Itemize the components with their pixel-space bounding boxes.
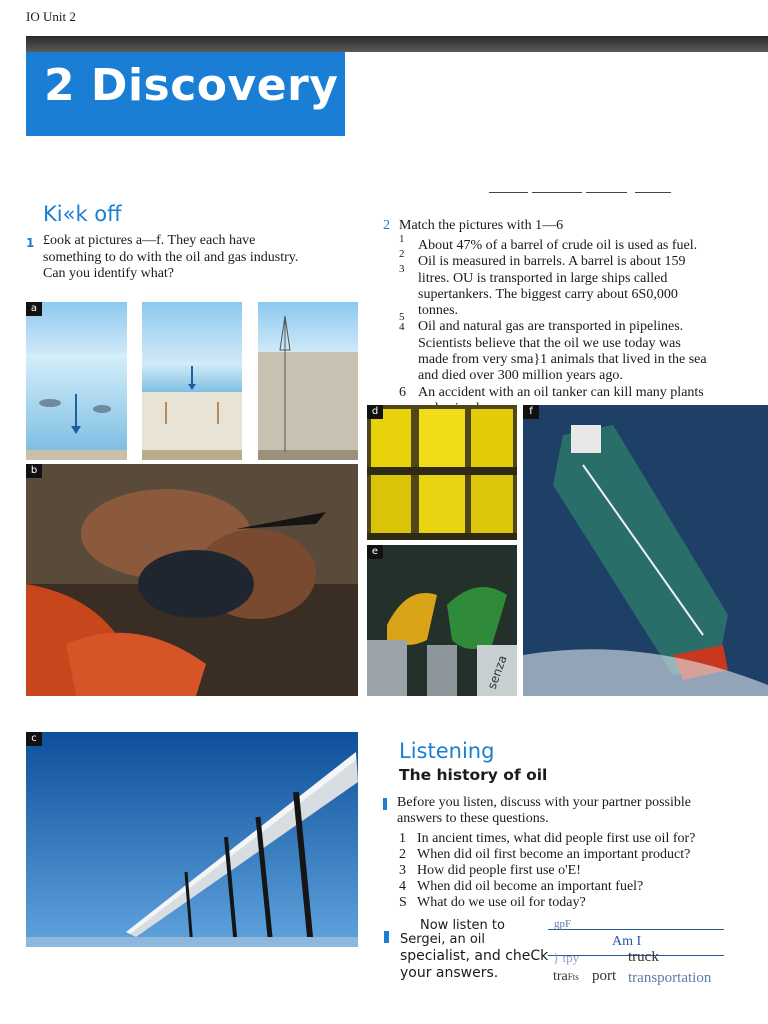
question-item: [399, 847, 729, 863]
word-snippet: gpF: [554, 918, 572, 930]
question-number: 1: [399, 831, 406, 846]
intro-line: answers to these questions.: [397, 811, 549, 826]
item-number: 4: [399, 321, 405, 334]
listening-heading: Listening: [399, 739, 495, 763]
intro-line: Before you listen, discuss with your partner possible: [397, 795, 691, 810]
kickoff-heading: Ki«k off: [43, 202, 122, 226]
question-text: When did oil first become an important product?: [417, 847, 691, 862]
question-item: [399, 879, 729, 895]
question-number: 1: [26, 236, 35, 250]
item-line: About 47% of a barrel of crude oil is used as fuel.: [418, 238, 698, 253]
word-part: Fts: [567, 972, 579, 982]
kickoff-question: [43, 233, 318, 283]
photo-label: a: [26, 302, 42, 316]
item-number: 5: [399, 311, 405, 324]
question-text: How did people first use o'E!: [417, 863, 581, 878]
exercise-marker: [384, 931, 389, 943]
match-item: [399, 254, 724, 319]
exercise-number: 2: [383, 218, 390, 233]
photo-b-oiled-bird: [26, 464, 358, 696]
unit-title-box: [26, 52, 345, 136]
question-text: When did oil become an important fuel?: [417, 879, 644, 894]
oil-formation-diagram: [26, 302, 358, 460]
question-text: In ancient times, what did people first use oil for?: [417, 831, 696, 846]
listen-instruction: Sergei, an oil: [400, 932, 486, 947]
question-number: S: [399, 895, 407, 910]
listening-subheading: The history of oil: [399, 766, 548, 784]
page-ref: IO Unit 2: [26, 9, 76, 24]
item-number: 6: [399, 384, 406, 400]
photo-e-fuel-pumps: [367, 545, 517, 696]
top-band: [26, 36, 768, 52]
listening-intro: [397, 795, 717, 827]
question-number: 3: [399, 863, 406, 878]
item-line: Oil and natural gas are transported in pipelines.: [418, 319, 684, 335]
item-line: Scientists believe that the oil we use today was: [418, 335, 681, 351]
word-snippet: [553, 969, 579, 985]
question-item: [399, 895, 729, 911]
question-line: £ook at pictures a—f. They each have: [43, 233, 256, 248]
item-line: and died over 300 million years ago.: [418, 368, 623, 384]
oiled-bird-image: [26, 464, 358, 696]
answer-rule: [635, 192, 671, 193]
item-line: made from very sma}1 animals that lived in the sea: [418, 352, 707, 368]
photo-label: d: [367, 405, 383, 419]
word-snippet: transportation: [628, 970, 712, 986]
exercise-marker: [383, 798, 387, 810]
word-part: tra: [553, 969, 568, 984]
word-snippet: } tpy: [553, 950, 580, 965]
item-line: Oil is measured in barrels. A barrel is about 159: [418, 254, 686, 270]
question-text: What do we use oil for today?: [417, 895, 586, 910]
answer-rule: [489, 192, 528, 193]
listen-instruction: your answers.: [400, 965, 499, 981]
barrels-image: [367, 405, 517, 540]
item-number: 1: [399, 233, 405, 245]
listen-instruction: specialist, and cheCk: [400, 948, 549, 964]
item-line: An accident with an oil tanker can kill many plants: [418, 384, 704, 400]
photo-a-diagram: [26, 302, 358, 460]
match-list: [399, 233, 724, 417]
item-number-stack: [399, 312, 405, 332]
photo-label: e: [367, 545, 383, 559]
pump-brand-label: senza: [484, 653, 510, 692]
item-number: 2: [399, 248, 405, 260]
unit-title: 2 Discovery: [44, 60, 339, 111]
table-rule: [548, 929, 724, 930]
item-line: tonnes.: [418, 303, 459, 319]
word-snippet: truck: [628, 949, 659, 965]
word-snippet: port: [592, 968, 617, 984]
question-list: [399, 831, 729, 911]
question-item: [399, 863, 729, 879]
match-heading: Match the pictures with 1—6: [399, 218, 564, 233]
photo-label: f: [523, 405, 539, 419]
question-line: something to do with the oil and gas industry.: [43, 249, 299, 265]
answer-rule: [586, 192, 627, 193]
question-number: 4: [399, 879, 406, 894]
item-line: litres. OU is transported in large ships called: [418, 270, 668, 286]
photo-d-barrels: [367, 405, 517, 540]
pipeline-image: [26, 732, 358, 947]
answer-rule: [532, 192, 582, 193]
photo-c-pipeline: [26, 732, 358, 947]
item-number: 3: [399, 263, 405, 275]
question-item: [399, 831, 729, 847]
match-item: [399, 336, 724, 385]
question-line: Can you identify what?: [43, 266, 175, 281]
photo-f-supertanker: [523, 405, 768, 696]
word-snippet: Am I: [612, 934, 642, 949]
listen-instruction: Now listen to: [420, 918, 505, 933]
photo-label: c: [26, 732, 42, 746]
item-line: supertankers. The biggest carry about 6S0,000: [418, 286, 678, 302]
fuel-pumps-image: [367, 545, 517, 696]
supertanker-image: [523, 405, 768, 696]
photo-label: b: [26, 464, 42, 478]
question-number: 2: [399, 847, 406, 862]
